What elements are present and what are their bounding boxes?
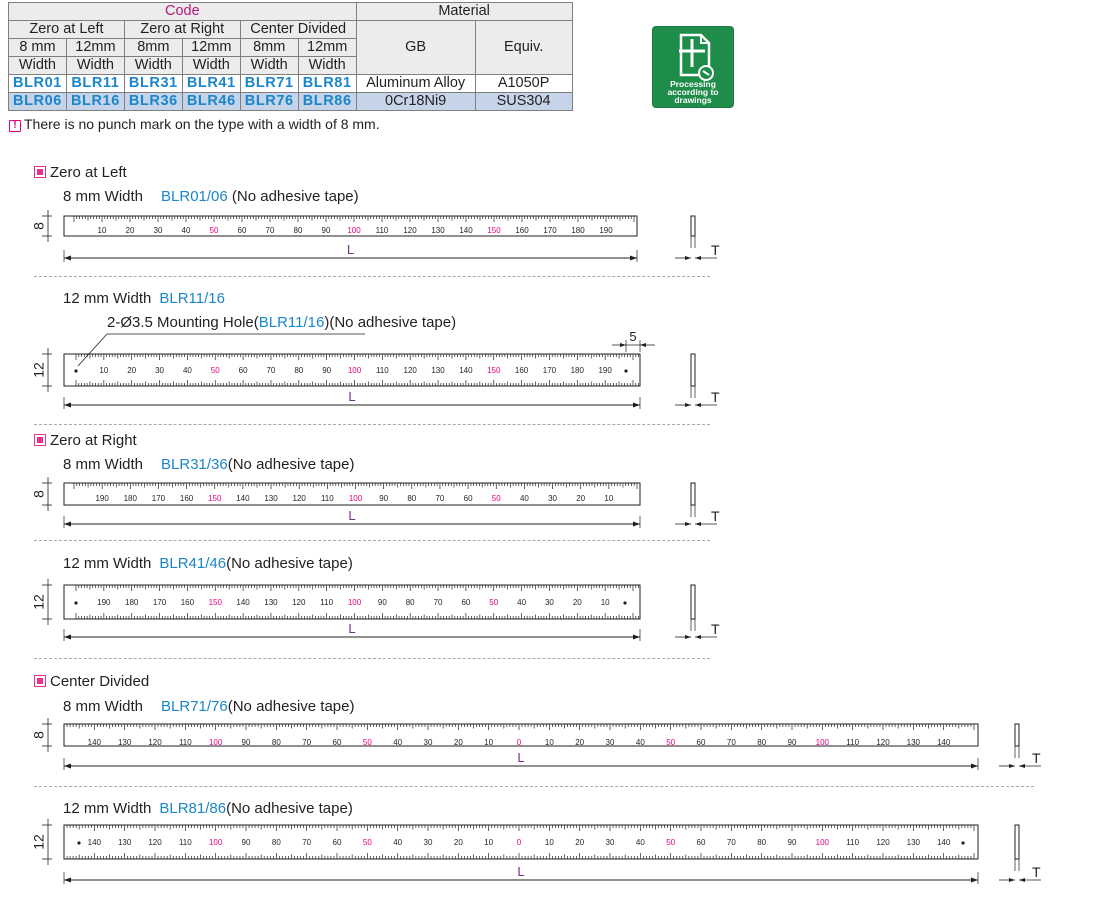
ruler-number: 60	[332, 838, 342, 847]
length-dim-head	[633, 635, 640, 640]
thickness-label: T	[711, 508, 720, 524]
ruler-number: 30	[423, 738, 433, 747]
ruler-number: 50	[666, 738, 676, 747]
width-word-cell: Width	[182, 57, 240, 75]
ruler-number: 70	[435, 494, 445, 503]
ruler-number: 90	[321, 226, 331, 235]
ruler-number: 180	[123, 494, 137, 503]
thickness-head	[695, 403, 701, 407]
ruler-number: 90	[241, 838, 251, 847]
thickness-label: T	[711, 389, 720, 405]
ruler-number: 120	[148, 738, 162, 747]
section-zero-left: Zero at Left	[34, 164, 127, 181]
width-word-cell: Width	[240, 57, 298, 75]
width-word-cell: Width	[9, 57, 67, 75]
ruler-ticks	[74, 483, 637, 489]
length-dim-head	[64, 764, 71, 769]
ruler-number: 80	[294, 366, 304, 375]
length-dim-head	[64, 256, 71, 261]
gb-cell: 0Cr18Ni9	[356, 93, 475, 111]
ruler-number: 170	[542, 366, 557, 375]
height-dim-label: 12	[30, 594, 47, 610]
ruler-number: 190	[95, 494, 109, 503]
code-cell: BLR46	[182, 93, 240, 111]
ruler-number: 180	[125, 598, 139, 607]
code-cell: BLR81	[298, 75, 356, 93]
height-dim-label: 8	[30, 222, 47, 230]
width-cell: 12mm	[66, 39, 124, 57]
ruler-number: 20	[127, 366, 137, 375]
ruler-number: 60	[238, 366, 248, 375]
ruler-number: 110	[375, 226, 389, 235]
ruler-number: 50	[489, 598, 499, 607]
ruler-number: 90	[322, 366, 332, 375]
subtitle-blr01: 8 mm Width BLR01/06 (No adhesive tape)	[63, 188, 359, 205]
equiv-cell: SUS304	[475, 93, 572, 111]
ruler-number: 10	[97, 226, 107, 235]
ruler-number: 80	[271, 738, 281, 747]
ruler-number: 120	[292, 494, 306, 503]
ruler-number: 90	[377, 598, 387, 607]
mounting-hole-label: 2-Ø3.5 Mounting Hole(BLR11/16)(No adhesive tape)	[107, 314, 457, 331]
material-header: Material	[356, 3, 572, 21]
note-text: There is no punch mark on the type with a width of 8 mm.	[24, 116, 380, 132]
ruler-number: 30	[544, 598, 554, 607]
ruler-number: 20	[453, 738, 463, 747]
ruler-number: 10	[484, 838, 494, 847]
ruler-number: 90	[379, 494, 389, 503]
ruler-number: 40	[635, 838, 645, 847]
offset-head	[640, 343, 646, 347]
ruler-number: 10	[484, 738, 494, 747]
thickness-head	[685, 635, 691, 639]
ruler-number: 70	[302, 738, 312, 747]
ruler-number: 20	[125, 226, 135, 235]
ruler-number: 90	[787, 738, 797, 747]
ruler-number: 70	[433, 598, 443, 607]
ruler-number: 110	[320, 494, 334, 503]
ruler-number: 140	[459, 366, 473, 375]
ruler-number: 40	[635, 738, 645, 747]
ruler-number: 30	[155, 366, 165, 375]
ruler-number: 170	[543, 226, 557, 235]
ruler-number: 20	[575, 838, 585, 847]
height-dim-label: 8	[30, 490, 47, 498]
ruler-number: 160	[180, 598, 195, 607]
height-dim-label: 8	[30, 731, 47, 739]
thickness-head	[1019, 764, 1025, 768]
offset-head	[620, 343, 626, 347]
thickness-side	[691, 354, 695, 386]
section-center-divided: Center Divided	[34, 673, 149, 690]
length-dim-head	[971, 764, 978, 769]
code-header: Code	[9, 3, 357, 21]
ruler-number: 130	[906, 738, 921, 747]
ruler-number: 100	[347, 598, 362, 607]
offset-label: 5	[629, 329, 637, 344]
code-cell: BLR76	[240, 93, 298, 111]
ruler-number: 80	[271, 838, 281, 847]
ruler-number: 130	[117, 738, 132, 747]
thickness-head	[695, 522, 701, 526]
ruler-number: 130	[264, 494, 278, 503]
mounting-hole	[623, 601, 626, 604]
ruler-number: 10	[604, 494, 614, 503]
length-dim-label: L	[348, 389, 356, 404]
ruler-number: 90	[787, 838, 797, 847]
ruler-number: 0	[516, 838, 522, 847]
length-dim-head	[633, 403, 640, 408]
ruler-number: 110	[846, 738, 860, 747]
ruler-number: 150	[487, 226, 501, 235]
width-cell: 8mm	[240, 39, 298, 57]
thickness-label: T	[1032, 750, 1041, 766]
ruler-number: 90	[241, 738, 251, 747]
length-dim-label: L	[517, 750, 525, 765]
ruler-number: 160	[179, 494, 194, 503]
ruler-number: 30	[153, 226, 163, 235]
code-cell: BLR41	[182, 75, 240, 93]
thickness-head	[1019, 878, 1025, 882]
gb-cell: Aluminum Alloy	[356, 75, 475, 93]
width-word-cell: Width	[124, 57, 182, 75]
group-header-left: Zero at Left	[9, 21, 125, 39]
thickness-side	[691, 585, 695, 619]
ruler-number: 80	[405, 598, 415, 607]
ruler-number: 40	[181, 226, 191, 235]
ruler-number: 70	[265, 226, 275, 235]
ruler-number: 110	[320, 598, 334, 607]
ruler-number: 110	[178, 738, 192, 747]
width-cell: 8 mm	[9, 39, 67, 57]
ruler-number: 50	[210, 366, 220, 375]
length-dim-head	[971, 878, 978, 883]
width-cell: 8mm	[124, 39, 182, 57]
ruler-number: 40	[519, 494, 529, 503]
width-word-cell: Width	[298, 57, 356, 75]
section-zero-right: Zero at Right	[34, 432, 137, 449]
code-cell: BLR16	[66, 93, 124, 111]
ruler-number: 120	[403, 226, 417, 235]
ruler-number: 70	[726, 838, 736, 847]
ruler-number: 70	[302, 838, 312, 847]
ruler-number: 50	[209, 226, 219, 235]
ruler-number: 30	[423, 838, 433, 847]
ruler-number: 140	[87, 838, 102, 847]
ruler-number: 10	[99, 366, 109, 375]
ruler-number: 180	[571, 226, 585, 235]
length-dim-label: L	[346, 242, 355, 257]
ruler-number: 140	[87, 738, 102, 747]
ruler-number: 120	[876, 838, 890, 847]
ruler-number: 100	[347, 226, 361, 235]
thickness-label: T	[711, 621, 720, 637]
thickness-head	[695, 635, 701, 639]
length-dim-head	[64, 878, 71, 883]
mounting-hole	[961, 841, 964, 844]
ruler-number: 150	[208, 598, 222, 607]
ruler-number: 150	[487, 366, 501, 375]
code-cell: BLR06	[9, 93, 67, 111]
thickness-side	[1015, 825, 1019, 859]
mounting-hole	[74, 601, 77, 604]
ruler-number: 100	[208, 738, 223, 747]
ruler-number: 50	[362, 838, 372, 847]
ruler-number: 50	[491, 494, 501, 503]
ruler-number: 130	[431, 226, 445, 235]
ruler-number: 60	[696, 838, 706, 847]
ruler-number: 140	[236, 598, 250, 607]
warning-icon: !	[9, 120, 21, 132]
ruler-number: 130	[264, 598, 278, 607]
ruler-number: 20	[575, 738, 585, 747]
thickness-side	[691, 216, 695, 236]
ruler-number: 60	[463, 494, 473, 503]
ruler-number: 130	[431, 366, 445, 375]
width-word-cell: Width	[66, 57, 124, 75]
ruler-number: 140	[936, 838, 951, 847]
ruler-ticks	[74, 216, 634, 222]
thickness-head	[1009, 764, 1015, 768]
ruler-number: 110	[846, 838, 860, 847]
thickness-head	[685, 403, 691, 407]
ruler-number: 20	[453, 838, 463, 847]
ruler-number: 180	[570, 366, 584, 375]
length-dim-head	[64, 403, 71, 408]
ruler-number: 30	[605, 738, 615, 747]
ruler-number: 40	[393, 838, 403, 847]
ruler-number: 100	[815, 838, 830, 847]
ruler-number: 70	[726, 738, 736, 747]
equiv-header: Equiv.	[475, 21, 572, 75]
ruler-number: 10	[544, 738, 554, 747]
ruler-number: 60	[237, 226, 247, 235]
length-dim-head	[64, 635, 71, 640]
thickness-label: T	[1032, 864, 1041, 880]
ruler-number: 100	[208, 838, 223, 847]
ruler-number: 190	[598, 366, 612, 375]
badge-text: Processing according to drawings	[667, 79, 719, 105]
ruler-number: 130	[906, 838, 921, 847]
length-dim-label: L	[517, 864, 525, 879]
code-cell: BLR86	[298, 93, 356, 111]
ruler-number: 20	[572, 598, 582, 607]
length-dim-label: L	[348, 621, 356, 636]
length-dim-head	[64, 522, 71, 527]
thickness-side	[1015, 724, 1019, 746]
ruler-number: 100	[815, 738, 830, 747]
ruler-number: 40	[182, 366, 192, 375]
ruler-number: 10	[600, 598, 610, 607]
thickness-head	[685, 522, 691, 526]
ruler-number: 60	[332, 738, 342, 747]
mounting-hole	[624, 369, 627, 372]
thickness-head	[695, 256, 701, 260]
ruler-number: 80	[407, 494, 417, 503]
ruler-number: 80	[757, 738, 767, 747]
ruler-number: 190	[97, 598, 111, 607]
ruler-number: 60	[461, 598, 471, 607]
code-cell: BLR31	[124, 75, 182, 93]
thickness-label: T	[711, 242, 720, 258]
ruler-number: 120	[403, 366, 417, 375]
ruler-number: 140	[936, 738, 951, 747]
ruler-number: 120	[876, 738, 890, 747]
ruler-number: 40	[393, 738, 403, 747]
thickness-head	[1009, 878, 1015, 882]
subtitle-blr81: 12 mm Width BLR81/86(No adhesive tape)	[63, 800, 353, 817]
ruler-number: 30	[605, 838, 615, 847]
ruler-number: 110	[178, 838, 192, 847]
height-dim-label: 12	[30, 834, 47, 850]
ruler-number: 160	[514, 366, 529, 375]
ruler-number: 130	[117, 838, 132, 847]
ruler-number: 110	[375, 366, 389, 375]
thickness-side	[691, 483, 695, 505]
subtitle-blr31: 8 mm Width BLR31/36(No adhesive tape)	[63, 456, 355, 473]
ruler-number: 80	[757, 838, 767, 847]
ruler-number: 80	[293, 226, 303, 235]
ruler-number: 150	[208, 494, 222, 503]
subtitle-blr11: 12 mm Width BLR11/16	[63, 290, 225, 307]
mounting-hole	[77, 841, 80, 844]
ruler-number: 70	[266, 366, 276, 375]
ruler-number: 120	[148, 838, 162, 847]
length-dim-label: L	[348, 508, 356, 523]
ruler-number: 10	[544, 838, 554, 847]
subtitle-blr71: 8 mm Width BLR71/76(No adhesive tape)	[63, 698, 355, 715]
ruler-number: 100	[347, 366, 362, 375]
width-cell: 12mm	[298, 39, 356, 57]
ruler-number: 30	[548, 494, 558, 503]
length-dim-head	[630, 256, 637, 261]
width-cell: 12mm	[182, 39, 240, 57]
group-header-center: Center Divided	[240, 21, 356, 39]
code-cell: BLR36	[124, 93, 182, 111]
thickness-head	[685, 256, 691, 260]
code-cell: BLR11	[66, 75, 124, 93]
ruler-number: 160	[515, 226, 529, 235]
ruler-number: 50	[666, 838, 676, 847]
ruler-number: 140	[236, 494, 250, 503]
length-dim-head	[633, 522, 640, 527]
ruler-number: 140	[459, 226, 473, 235]
equiv-cell: A1050P	[475, 75, 572, 93]
ruler-number: 170	[152, 598, 167, 607]
gb-header: GB	[356, 21, 475, 75]
code-cell: BLR71	[240, 75, 298, 93]
ruler-number: 0	[516, 738, 522, 747]
ruler-number: 120	[292, 598, 306, 607]
mounting-hole	[74, 369, 77, 372]
ruler-number: 170	[151, 494, 166, 503]
ruler-number: 100	[348, 494, 363, 503]
ruler-number: 50	[362, 738, 372, 747]
subtitle-blr41: 12 mm Width BLR41/46(No adhesive tape)	[63, 555, 353, 572]
height-dim-label: 12	[30, 362, 47, 378]
ruler-number: 60	[696, 738, 706, 747]
ruler-number: 20	[576, 494, 586, 503]
ruler-number: 190	[599, 226, 613, 235]
group-header-right: Zero at Right	[124, 21, 240, 39]
code-cell: BLR01	[9, 75, 67, 93]
ruler-number: 40	[517, 598, 527, 607]
